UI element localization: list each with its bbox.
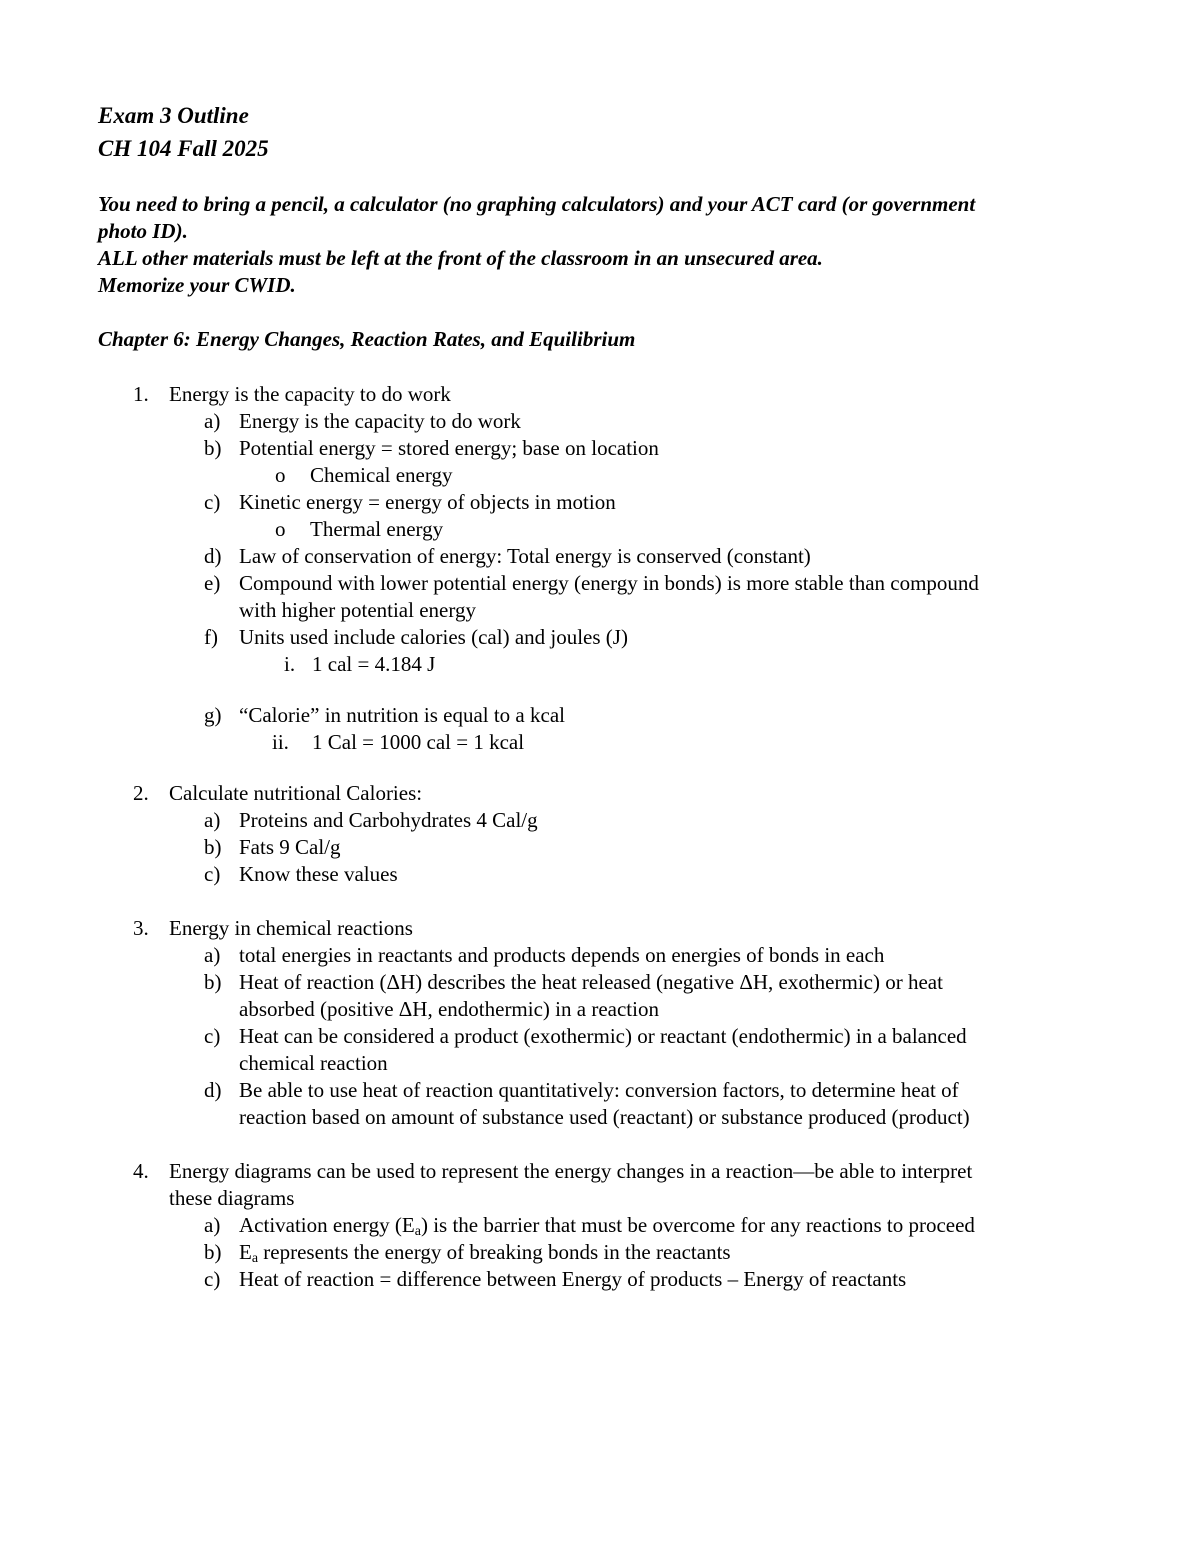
text-run: ) is the barrier that must be overcome for any reactions to proceed [420,1213,975,1237]
item-marker: d) [204,1078,222,1102]
section-number: 1. [133,382,149,406]
text-run: Activation energy (E [239,1213,415,1237]
list-item: Potential energy = stored energy; base on location [239,436,659,460]
list-item-continuation: chemical reaction [239,1051,388,1075]
item-marker: a) [204,943,221,967]
list-item: Units used include calories (cal) and joules (J) [239,625,628,649]
exam-title: Exam 3 Outline [98,103,249,128]
subscript: a [251,1251,259,1266]
list-item: Know these values [239,862,398,886]
list-item: Energy is the capacity to do work [239,409,521,433]
section-heading: Energy is the capacity to do work [169,382,451,406]
list-item: Be able to use heat of reaction quantitatively: conversion factors, to determine heat of [239,1078,959,1102]
instruction-line-3: ALL other materials must be left at the front of the classroom in an unsecured area. [98,246,823,270]
instruction-line-2: photo ID). [98,219,188,243]
list-subitem: 1 cal = 4.184 J [312,652,436,676]
section-heading: Energy in chemical reactions [169,916,413,940]
list-item: Proteins and Carbohydrates 4 Cal/g [239,808,538,832]
list-item-continuation: absorbed (positive ΔH, endothermic) in a reaction [239,997,659,1021]
item-marker: c) [204,1024,221,1048]
bullet-marker: o [275,463,286,487]
text-run: E [239,1240,252,1264]
list-item: Heat can be considered a product (exothermic) or reactant (endothermic) in a balanced [239,1024,967,1048]
list-item-continuation: with higher potential energy [239,598,476,622]
item-marker: c) [204,862,221,886]
roman-marker: i. [284,652,296,676]
subscript: a [414,1224,421,1239]
list-item-continuation: reaction based on amount of substance used (reactant) or substance produced (product) [239,1105,970,1129]
bullet-marker: o [275,517,286,541]
instruction-line-4: Memorize your CWID. [98,273,296,297]
section-number: 4. [133,1159,149,1183]
list-item: Kinetic energy = energy of objects in motion [239,490,616,514]
list-item: Compound with lower potential energy (energy in bonds) is more stable than compound [239,571,979,595]
item-marker: g) [204,703,222,727]
list-item: Heat of reaction (ΔH) describes the heat released (negative ΔH, exothermic) or heat [239,970,943,994]
item-marker: b) [204,970,222,994]
section-number: 2. [133,781,149,805]
item-marker: c) [204,1267,221,1291]
item-marker: b) [204,436,222,460]
list-item: Heat of reaction = difference between Energy of products – Energy of reactants [239,1267,907,1291]
roman-marker: ii. [272,730,289,754]
item-marker: c) [204,490,221,514]
list-item: total energies in reactants and products depends on energies of bonds in each [239,943,885,967]
list-subitem: Chemical energy [310,463,453,487]
item-marker: a) [204,409,221,433]
chapter-heading: Chapter 6: Energy Changes, Reaction Rates, and Equilibrium [98,327,636,351]
instruction-line-1: You need to bring a pencil, a calculator (no graphing calculators) and your ACT card (or government [98,192,976,216]
list-subitem: 1 Cal = 1000 cal = 1 kcal [312,730,525,754]
list-item: Fats 9 Cal/g [239,835,341,859]
section-heading: Energy diagrams can be used to represent the energy changes in a reaction—be able to interpret [169,1159,973,1183]
list-item: “Calorie” in nutrition is equal to a kcal [239,703,565,727]
section-heading: Calculate nutritional Calories: [169,781,423,805]
item-marker: a) [204,808,221,832]
item-marker: a) [204,1213,221,1237]
item-marker: d) [204,544,222,568]
item-marker: f) [204,625,218,649]
item-marker: b) [204,1240,222,1264]
course-title: CH 104 Fall 2025 [98,136,269,161]
item-marker: e) [204,571,221,595]
text-run: represents the energy of breaking bonds in the reactants [258,1240,731,1264]
item-marker: b) [204,835,222,859]
list-item: Law of conservation of energy: Total energy is conserved (constant) [239,544,811,568]
section-heading-continuation: these diagrams [169,1186,295,1210]
section-number: 3. [133,916,149,940]
list-subitem: Thermal energy [310,517,444,541]
